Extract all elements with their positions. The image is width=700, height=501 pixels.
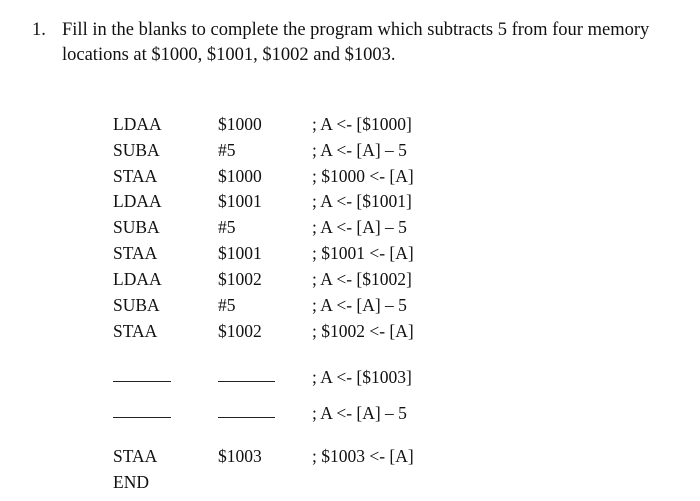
operand: #5	[218, 140, 236, 160]
opcode-blank[interactable]	[113, 381, 171, 382]
code-row	[0, 293, 700, 317]
operand: #5	[218, 295, 236, 315]
operand: $1001	[218, 243, 262, 263]
code-row	[0, 189, 700, 213]
operand: $1003	[218, 446, 262, 466]
operand: $1002	[218, 321, 262, 341]
opcode: SUBA	[113, 217, 160, 237]
comment: ; A <- [A] – 5	[312, 295, 407, 315]
opcode: LDAA	[113, 269, 162, 289]
opcode: STAA	[113, 446, 158, 466]
opcode: END	[113, 472, 149, 492]
comment: ; A <- [A] – 5	[312, 403, 407, 423]
comment: ; A <- [$1001]	[312, 191, 412, 211]
opcode: STAA	[113, 166, 158, 186]
opcode: SUBA	[113, 140, 160, 160]
comment: ; A <- [$1002]	[312, 269, 412, 289]
comment: ; A <- [$1003]	[312, 367, 412, 387]
opcode: LDAA	[113, 191, 162, 211]
opcode: STAA	[113, 243, 158, 263]
comment: ; A <- [$1000]	[312, 114, 412, 134]
code-row	[0, 241, 700, 265]
opcode: SUBA	[113, 295, 160, 315]
opcode: LDAA	[113, 114, 162, 134]
comment: ; $1001 <- [A]	[312, 243, 414, 263]
operand: $1000	[218, 114, 262, 134]
operand-blank[interactable]	[218, 381, 275, 382]
operand: $1000	[218, 166, 262, 186]
comment: ; $1002 <- [A]	[312, 321, 414, 341]
operand: $1001	[218, 191, 262, 211]
code-row	[0, 470, 700, 494]
code-row	[0, 138, 700, 162]
question-number: 1.	[32, 20, 46, 40]
question-text-line-2: locations at $1000, $1001, $1002 and $1003.	[62, 45, 396, 65]
question-text-line-1: Fill in the blanks to complete the program which subtracts 5 from four memory	[62, 20, 650, 40]
comment: ; $1000 <- [A]	[312, 166, 414, 186]
operand: #5	[218, 217, 236, 237]
opcode: STAA	[113, 321, 158, 341]
blank-code-row	[0, 365, 700, 389]
operand: $1002	[218, 269, 262, 289]
comment: ; $1003 <- [A]	[312, 446, 414, 466]
blank-code-row	[0, 401, 700, 425]
comment: ; A <- [A] – 5	[312, 217, 407, 237]
code-row	[0, 112, 700, 136]
comment: ; A <- [A] – 5	[312, 140, 407, 160]
operand-blank[interactable]	[218, 417, 275, 418]
code-row	[0, 215, 700, 239]
code-row	[0, 267, 700, 291]
opcode-blank[interactable]	[113, 417, 171, 418]
code-row	[0, 319, 700, 343]
code-row	[0, 164, 700, 188]
code-row	[0, 444, 700, 468]
